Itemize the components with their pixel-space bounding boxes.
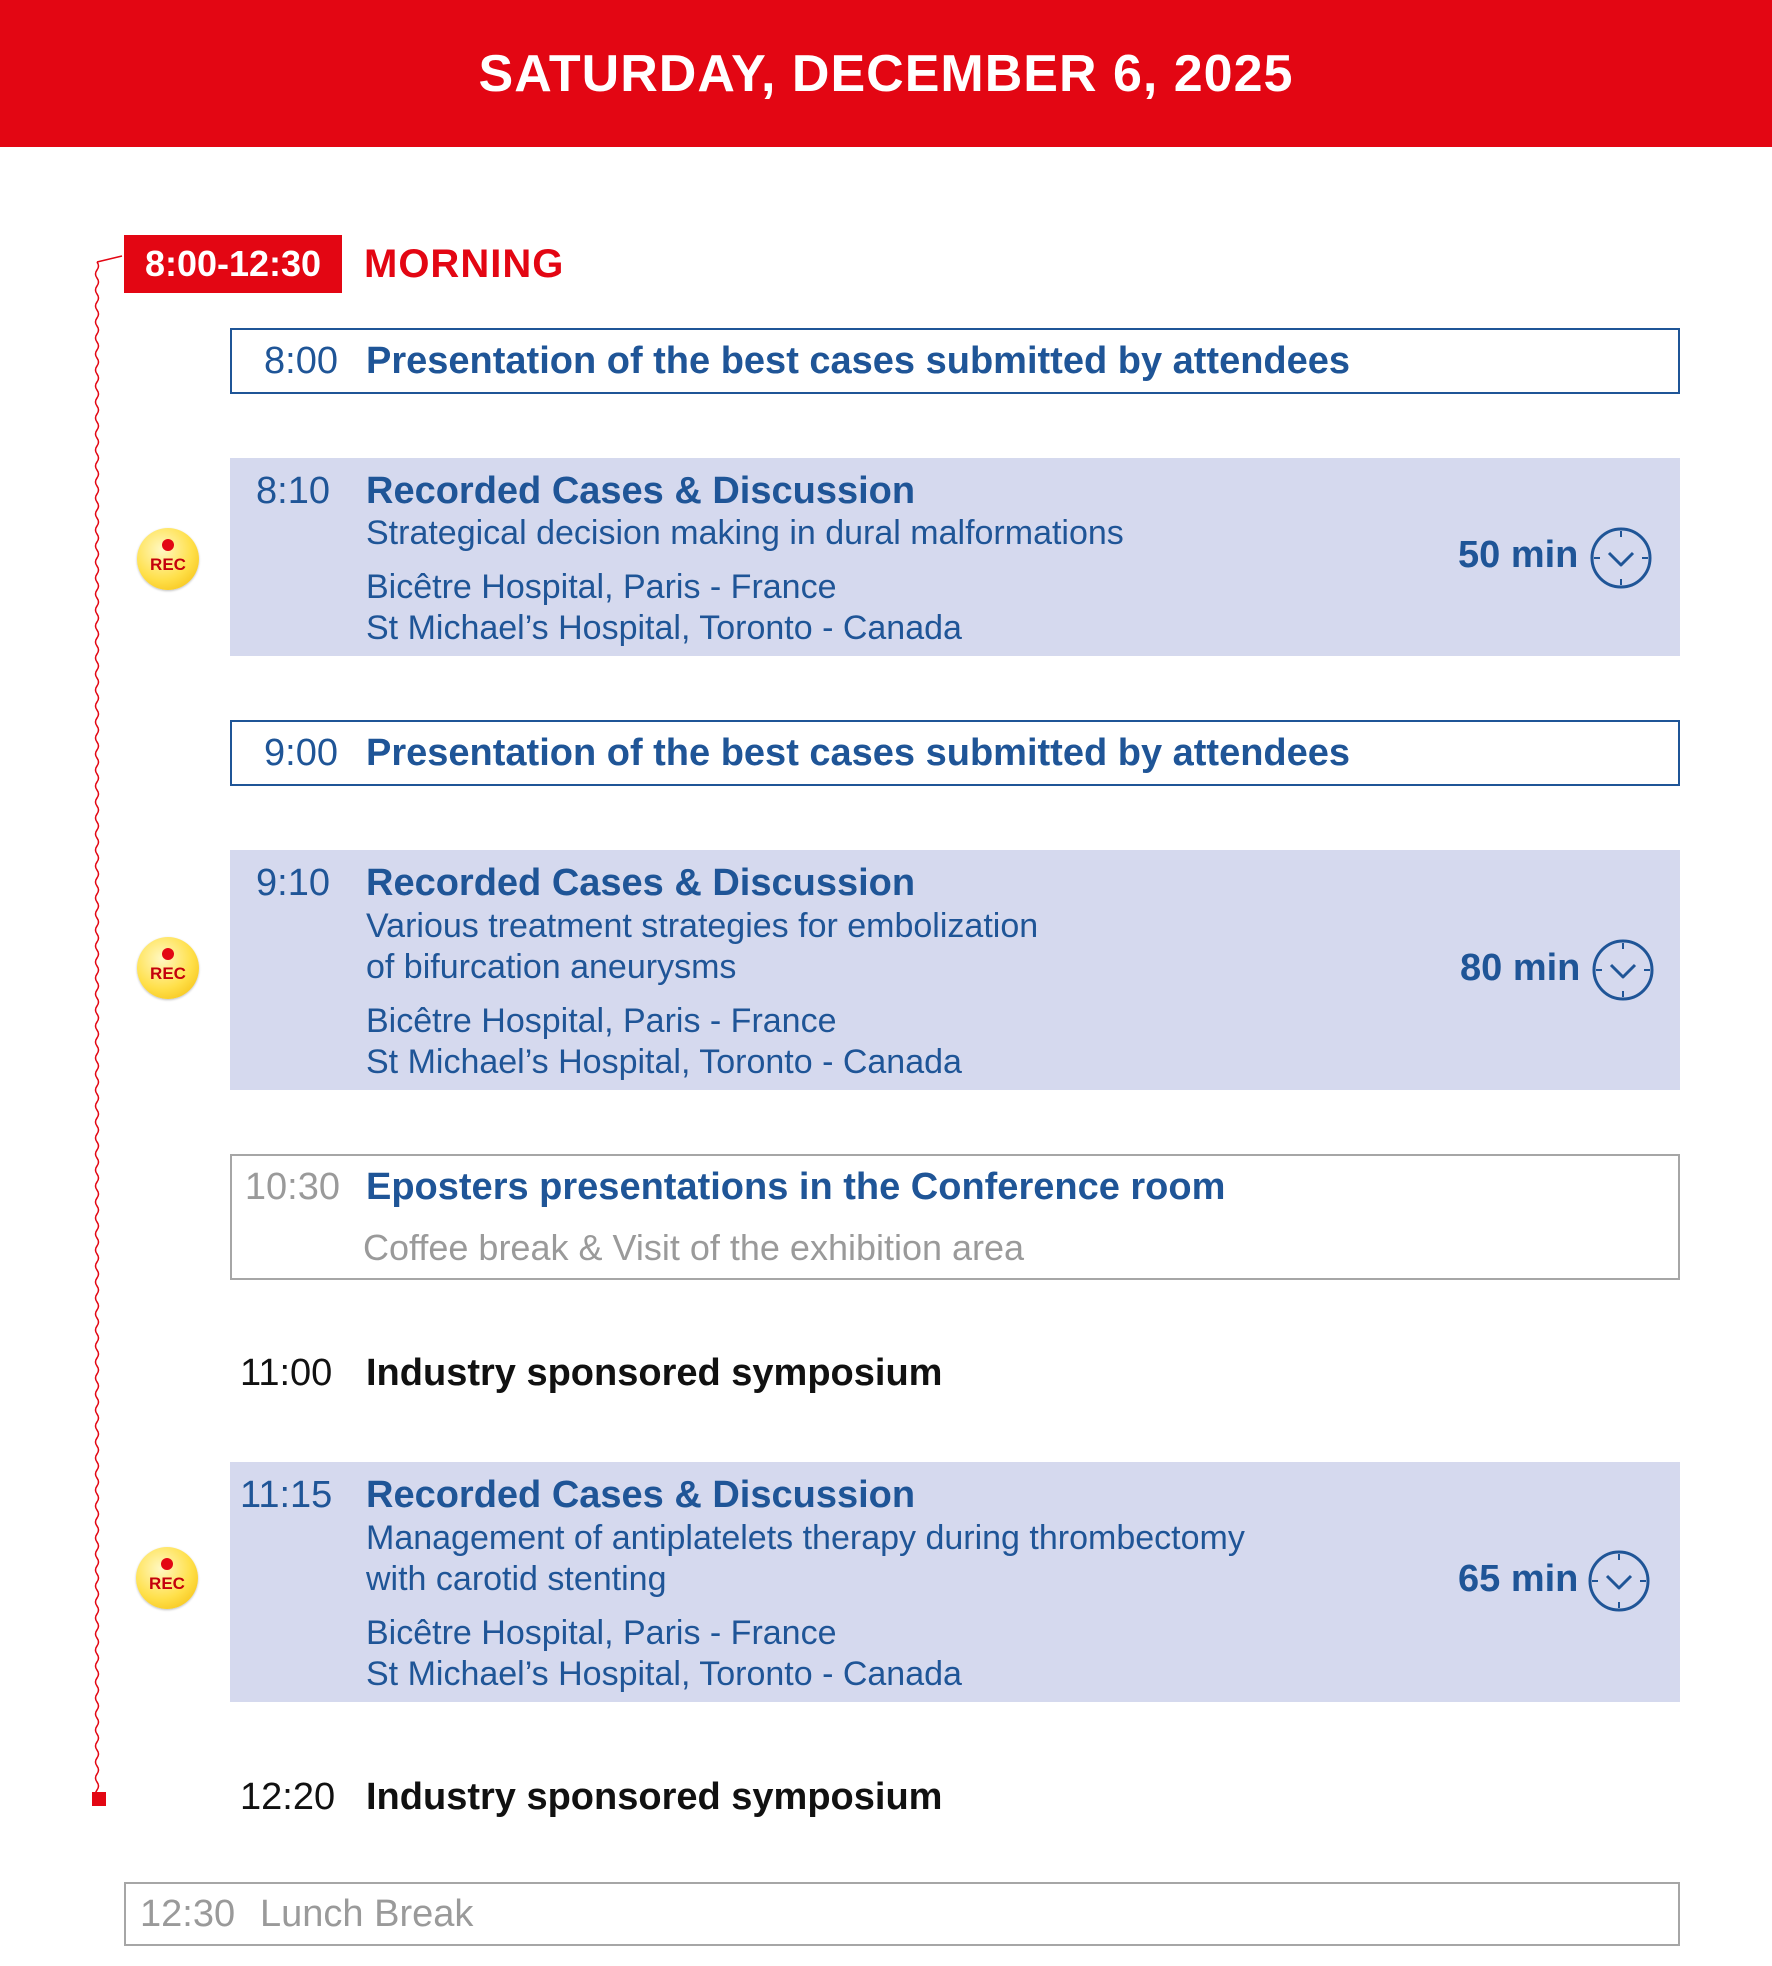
session-duration: 80 min [1460, 947, 1581, 989]
record-dot-icon [162, 539, 174, 551]
page-title: SATURDAY, DECEMBER 6, 2025 [478, 44, 1294, 103]
session-time: 8:00 [264, 340, 338, 382]
session-duration: 50 min [1458, 534, 1579, 576]
clock-icon [1587, 1549, 1651, 1613]
session-topic: of bifurcation aneurysms [366, 948, 737, 986]
session-title: Recorded Cases & Discussion [366, 862, 916, 904]
clock-icon [1589, 526, 1653, 590]
session-title: Presentation of the best cases submitted by attendees [366, 732, 1351, 774]
session-duration: 65 min [1458, 1558, 1579, 1600]
morning-label: MORNING [364, 242, 565, 286]
clock-icon [1591, 938, 1655, 1002]
rec-badge [137, 528, 199, 590]
rec-label: REC [150, 555, 186, 574]
timeline-line [92, 262, 112, 1812]
session-time: 11:15 [240, 1474, 333, 1516]
session-title: Lunch Break [260, 1893, 474, 1935]
session-location: St Michael’s Hospital, Toronto - Canada [366, 1043, 962, 1081]
rec-badge [136, 1547, 198, 1609]
session-time: 9:10 [256, 862, 330, 904]
session-title: Recorded Cases & Discussion [366, 1474, 916, 1516]
session-time: 8:10 [256, 470, 330, 512]
session-location: Bicêtre Hospital, Paris - France [366, 1002, 837, 1040]
session-topic: Various treatment strategies for embolization [366, 907, 1039, 945]
session-title: Industry sponsored symposium [366, 1352, 943, 1394]
session-title: Recorded Cases & Discussion [366, 470, 916, 512]
session-title: Industry sponsored symposium [366, 1776, 943, 1818]
session-title: Presentation of the best cases submitted by attendees [366, 340, 1351, 382]
morning-time-badge: 8:00-12:30 [124, 235, 342, 293]
session-location: St Michael’s Hospital, Toronto - Canada [366, 1655, 962, 1693]
rec-badge [137, 937, 199, 999]
record-dot-icon [161, 1558, 173, 1570]
session-topic: Management of antiplatelets therapy during thrombectomy [366, 1519, 1245, 1557]
rec-label: REC [150, 964, 186, 983]
session-title: Eposters presentations in the Conference room [366, 1166, 1226, 1208]
session-time: 12:20 [240, 1776, 336, 1818]
session-time: 10:30 [244, 1166, 340, 1208]
record-dot-icon [162, 948, 174, 960]
session-subtitle: Coffee break & Visit of the exhibition area [363, 1227, 1025, 1268]
session-time: 9:00 [264, 732, 338, 774]
session-topic: with carotid stenting [366, 1560, 667, 1598]
session-time: 11:00 [240, 1352, 333, 1394]
session-topic: Strategical decision making in dural malformations [366, 514, 1124, 552]
session-location: Bicêtre Hospital, Paris - France [366, 568, 837, 606]
session-time: 12:30 [140, 1893, 236, 1935]
session-location: St Michael’s Hospital, Toronto - Canada [366, 609, 962, 647]
rec-label: REC [149, 1574, 185, 1593]
session-location: Bicêtre Hospital, Paris - France [366, 1614, 837, 1652]
